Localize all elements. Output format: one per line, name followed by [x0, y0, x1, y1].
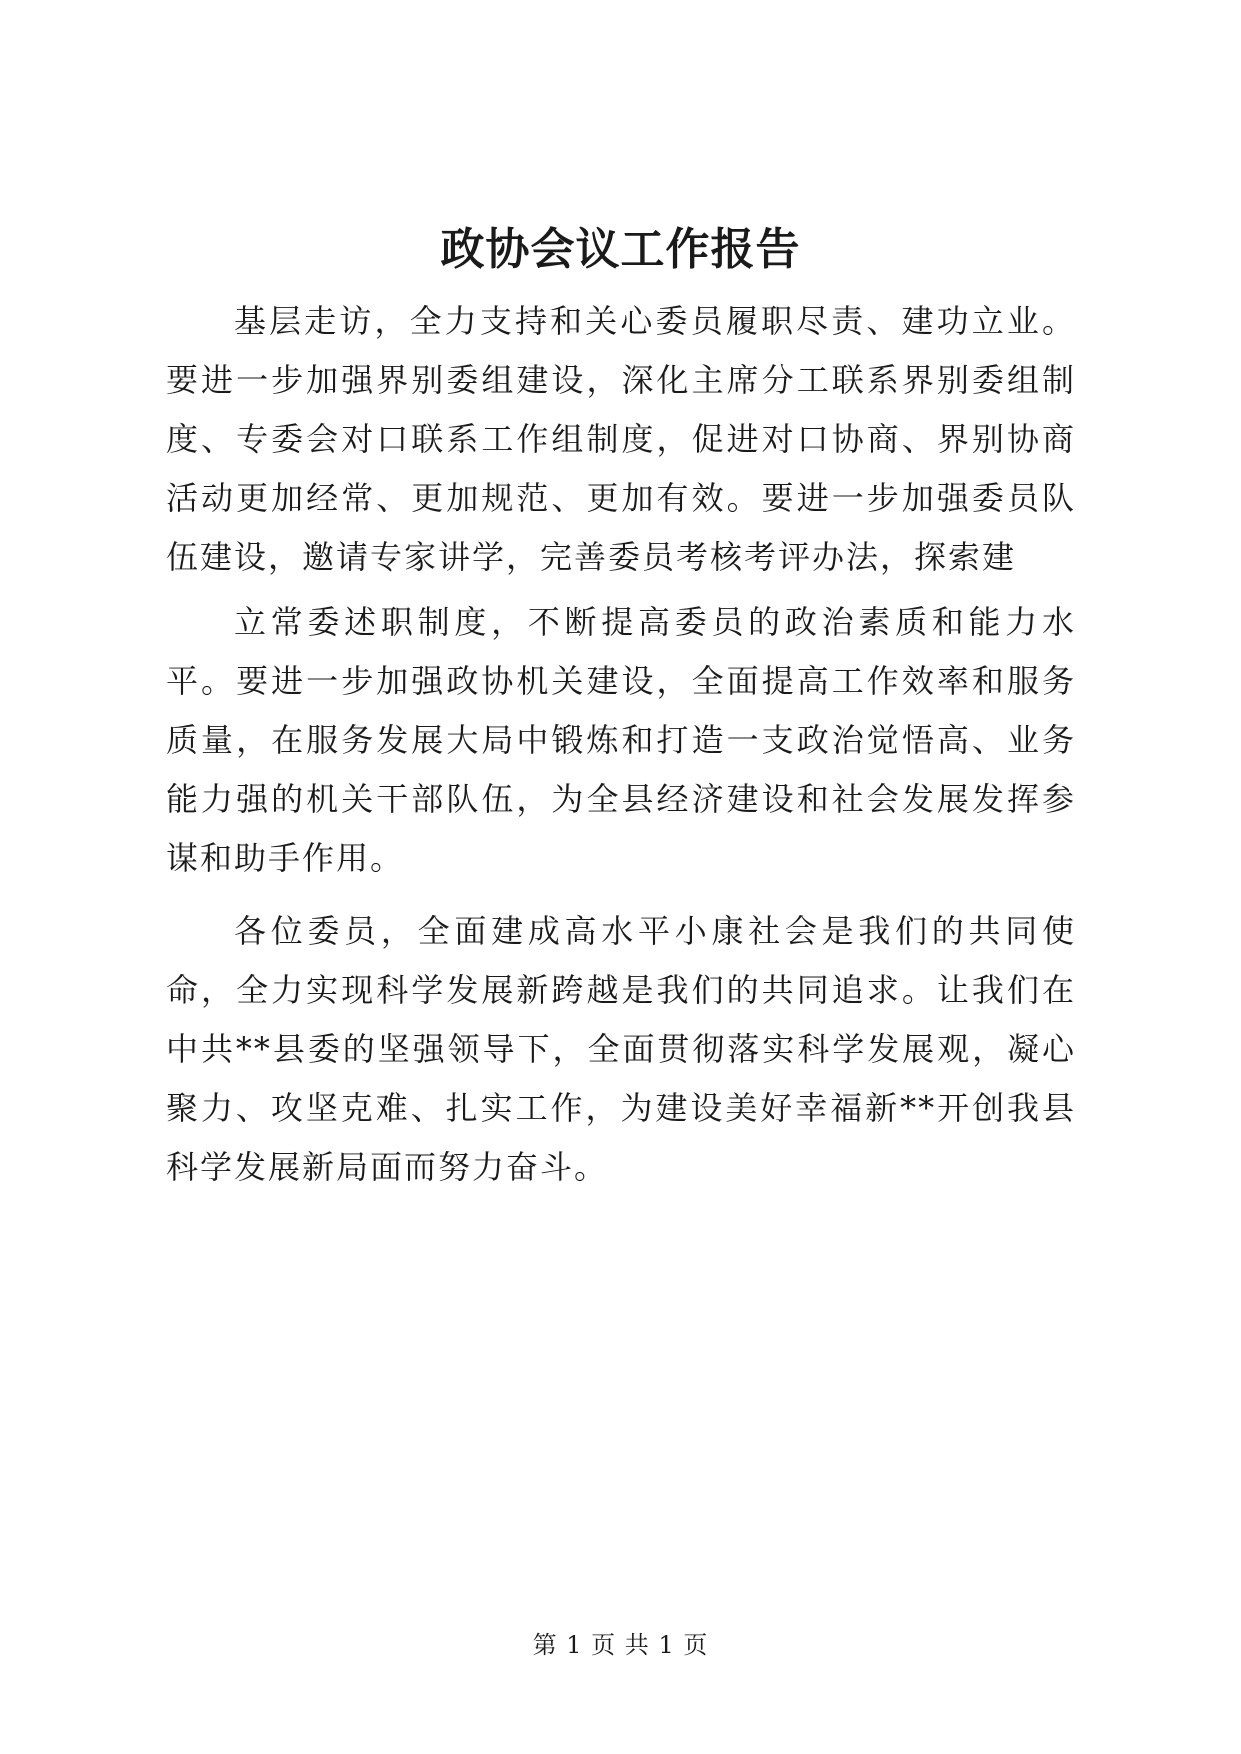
- page-number-footer: 第 1 页 共 1 页: [532, 1631, 709, 1659]
- body-paragraph: 基层走访，全力支持和关心委员履职尽责、建功立业。要进一步加强界别委组建设，深化主席分工联系界别委组制度、专委会对口联系工作组制度，促进对口协商、界别协商活动更加经常、更加规范、更加有效。要进一步加强委员队伍建设，邀请专家讲学，完善委员考核考评办法，探索建: [166, 302, 1076, 576]
- body-paragraph: 立常委述职制度，不断提高委员的政治素质和能力水平。要进一步加强政协机关建设，全面提高工作效率和服务质量，在服务发展大局中锻炼和打造一支政治觉悟高、业务能力强的机关干部队伍，为全县经济建设和社会发展发挥参谋和助手作用。: [166, 603, 1076, 877]
- document-body: [166, 292, 1076, 1207]
- body-paragraph: 各位委员，全面建成高水平小康社会是我们的共同使命，全力实现科学发展新跨越是我们的共同追求。让我们在中共**县委的坚强领导下，全面贯彻落实科学发展观，凝心聚力、攻坚克难、扎实工作，为建设美好幸福新**开创我县科学发展新局面而努力奋斗。: [166, 912, 1076, 1186]
- document-title: 政协会议工作报告: [440, 224, 801, 275]
